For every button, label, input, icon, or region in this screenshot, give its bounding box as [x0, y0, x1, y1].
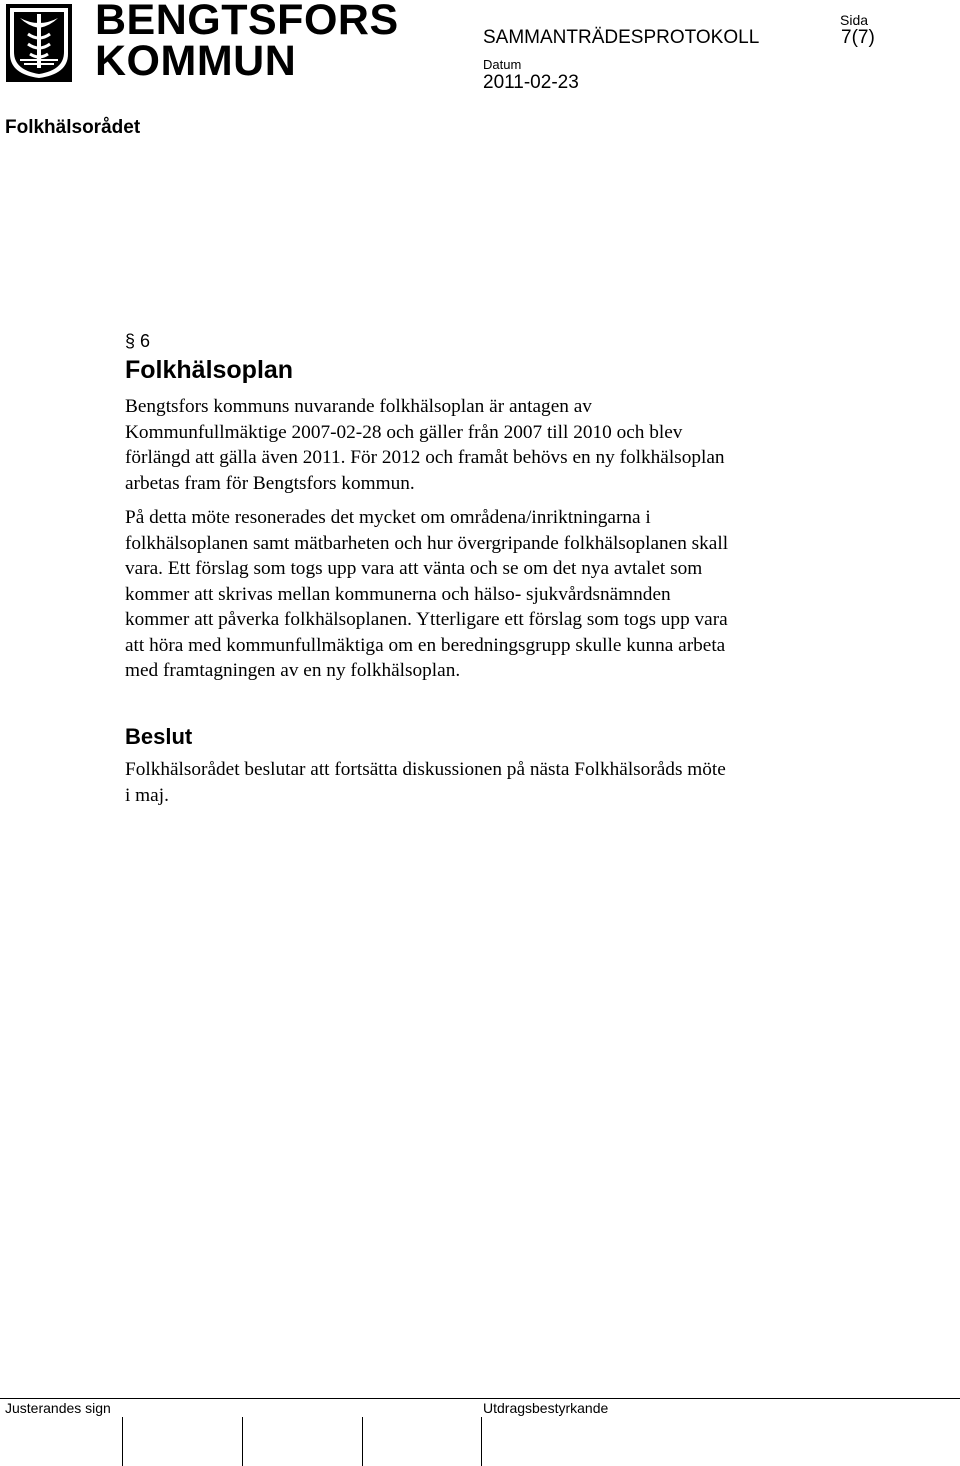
page-label: Sida [840, 12, 869, 28]
section-number [125, 331, 150, 352]
text-line: folkhälsoplanen samt mätbarheten och hur övergripande folkhälsoplanen skall [125, 532, 729, 554]
date-label: Datum [483, 57, 522, 72]
decision-paragraph [125, 757, 825, 808]
text-line: Kommunfullmäktige 2007-02-28 och gäller från 2007 till 2010 och blev [125, 421, 683, 443]
text-line: att höra med kommunfullmäktiga om en beredningsgrupp skulle kunna arbeta [125, 634, 726, 656]
page-number: 7(7) [841, 27, 875, 48]
section-heading: Folkhälsoplan [125, 356, 294, 384]
municipality-coat-of-arms-logo [6, 4, 72, 82]
text-line: På detta möte resonerades det mycket om områdena/inriktningarna i [125, 507, 651, 528]
text-line: förlängd att gälla även 2011. För 2012 och framåt behövs en ny folkhälsoplan [125, 447, 725, 468]
extract-certification-label: Utdragsbestyrkande [483, 1400, 609, 1416]
brand-name-line2: KOMMUN [95, 37, 297, 85]
text-line: vara. Ett förslag som togs upp vara att vänta och se om det nya avtalet som [125, 558, 703, 579]
meeting-date: 2011-02-23 [483, 72, 579, 93]
text-line: med framtagningen av en ny folkhälsoplan. [125, 660, 461, 681]
decision-heading: Beslut [125, 724, 193, 749]
text-line: kommer att påverka folkhälsoplanen. Ytterligare ett förslag som togs upp vara [125, 609, 728, 630]
body-paragraph-1 [125, 394, 825, 496]
brand-name-line1: BENGTSFORS [95, 0, 399, 44]
text-line: arbetas fram för Bengtsfors kommun. [125, 472, 415, 494]
text-line: kommer att skrivas mellan kommunerna och hälso- sjukvårdsnämnden [125, 583, 671, 605]
document-type: SAMMANTRÄDESPROTOKOLL [483, 27, 760, 48]
footer-divider [0, 1398, 960, 1399]
signature-box-divider [481, 1417, 482, 1466]
body-paragraph-2 [125, 505, 825, 684]
signature-box-divider [362, 1417, 363, 1466]
text-line: Bengtsfors kommuns nuvarande folkhälsoplan är antagen av [125, 396, 592, 417]
text-line: Folkhälsorådet beslutar att fortsätta diskussionen på nästa Folkhälsoråds möte [125, 759, 726, 780]
section-number-value: 6 [140, 331, 151, 351]
signature-box-divider [242, 1417, 243, 1466]
committee-name: Folkhälsorådet [5, 117, 141, 138]
adjuster-signature-label: Justerandes sign [5, 1400, 111, 1416]
signature-box-divider [122, 1417, 123, 1466]
paragraph-sign: § [125, 331, 136, 351]
text-line: i maj. [125, 784, 169, 806]
